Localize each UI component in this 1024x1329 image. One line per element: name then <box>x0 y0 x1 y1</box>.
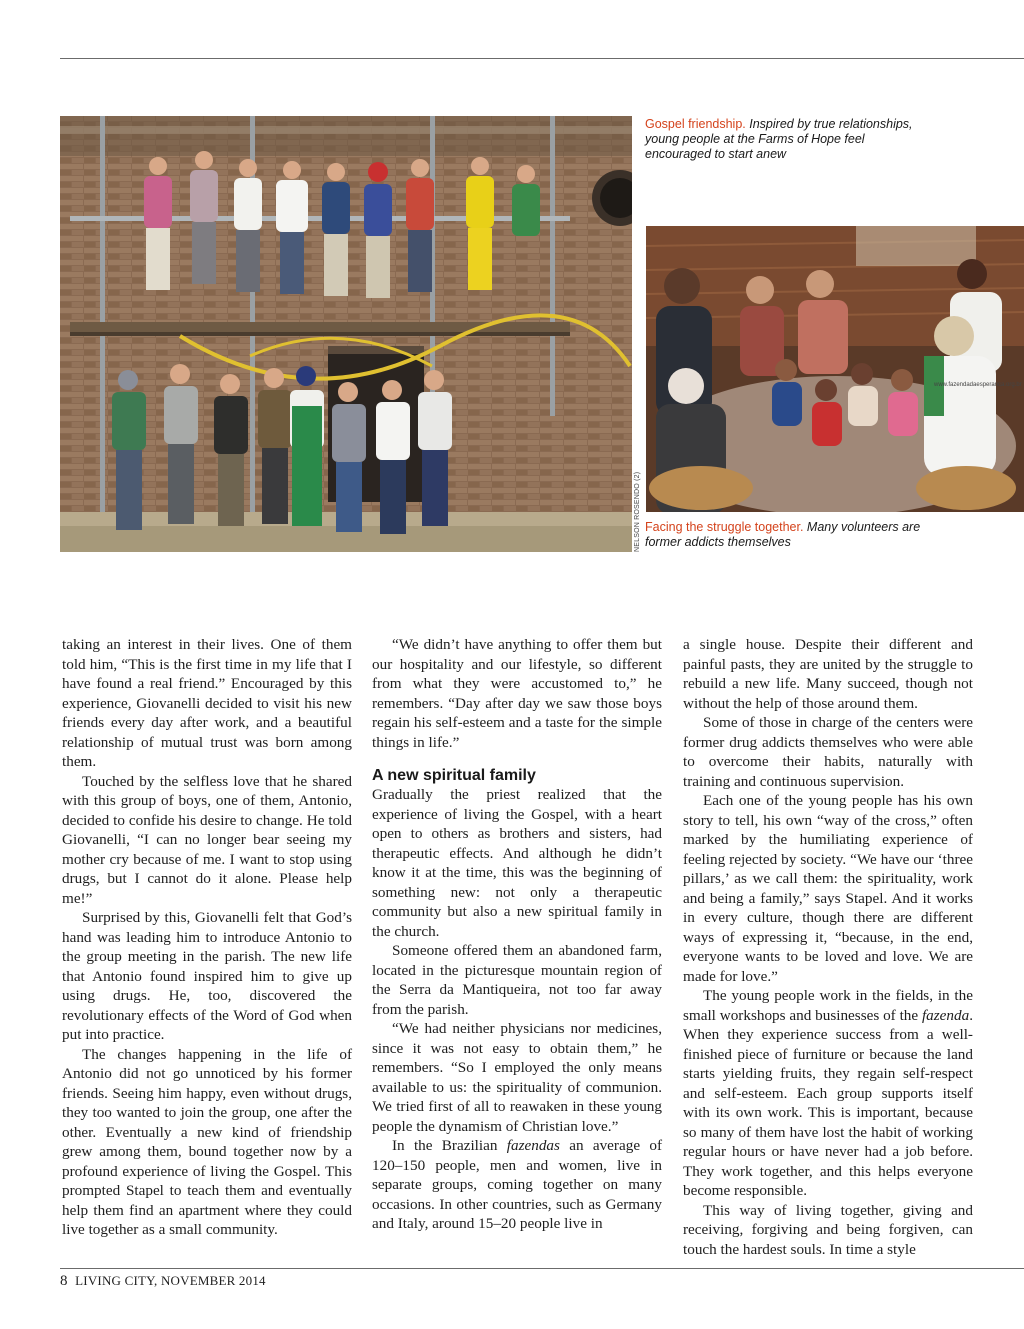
publication-name: LIVING CITY, <box>75 1273 158 1288</box>
paragraph: “We had neither physicians nor medicines, since it was not easy to obtain them,” he remembers. “So I employed the only means available to us: the spirituality of communion. We tried first of all to reawaken in these young people the dynamism of Christian love.” <box>372 1020 662 1135</box>
text-run: The young people work in the fields, in the small workshops and businesses of the <box>683 987 973 1024</box>
italic-term: fazenda <box>921 1006 970 1024</box>
caption-top <box>645 117 920 162</box>
caption-top-lead: Gospel friendship. <box>645 117 746 131</box>
text-run: . When they experience success from a well-finished piece of furniture or because the land starts yielding fruits, they regain self-respect and self-esteem. Each group supports itself with its own work. This is important, because so many of them have lost the habit of working regular hours or have never had a job before. They work together, and this helps everyone become responsible. <box>683 1006 973 1199</box>
shirt-text: www.fazendadaesperanca.org.br <box>934 382 1022 388</box>
paragraph: Each one of the young people has his own story to tell, his own “way of the cross,” often marked by the humiliating experience of feeling rejected by society. “We have our ‘three pillars,’ as we call them: the spirituality, work and being a family,” says Stapel. And it works in every culture, though there are different ways of expressing it, “because, in the end, everyone wants to be loved and love. We are made for love.” <box>683 792 973 985</box>
group-photo-illustration <box>60 116 632 552</box>
paragraph <box>372 1136 662 1234</box>
circle-meeting-illustration <box>646 226 1024 512</box>
top-rule <box>60 58 1024 59</box>
paragraph: a single house. Despite their different and painful pasts, they are united by the struggle to rebuild a new life. Many succeed, though not without the help of those around them. <box>683 636 973 712</box>
page-number: 8 <box>60 1273 68 1289</box>
text-column-3 <box>683 635 973 1259</box>
italic-term: fazendas <box>506 1137 560 1154</box>
paragraph: Gradually the priest realized that the experience of living the Gospel, with a heart open to others as brothers and sisters, had therapeutic effects. And although he didn’t know it at the time, this was the beginning of something new: not only a therapeutic community but also a new spiritual family in the church. <box>372 786 662 940</box>
paragraph: Some of those in charge of the centers were former drug addicts themselves who were able to overcome their habits, naturally with training and continuous supervision. <box>683 714 973 790</box>
group-photo-scaffolding <box>60 116 632 552</box>
paragraph: The changes happening in the life of Antonio did not go unnoticed by his former friends. Seeing him happy, even without drugs, they too wanted to join the group, one after the other. Eventually a new kind of friendship grew among them, bound together now by a profound experience of living the Gospel. This prompted Stapel to teach them and eventually help them find an apartment where they could live together as a small community. <box>62 1045 352 1238</box>
caption-top-body: Inspired by true relationships, young people at the Farms of Hope feel encouraged to start anew <box>645 117 913 161</box>
text-run: an average of 120–150 people, men and women, live in separate groups, coming together on many occasions. In other countries, such as Germany and Italy, around 15–20 people live in <box>372 1137 662 1232</box>
paragraph <box>683 986 973 1201</box>
paragraph: Someone offered them an abandoned farm, located in the picturesque mountain region of the Serra da Mantiqueira, not too far away from the parish. <box>372 942 662 1018</box>
circle-meeting-photo <box>646 226 1024 512</box>
text-column-2 <box>372 635 662 1234</box>
caption-bottom-body: Many volunteers are former addicts themselves <box>645 520 921 549</box>
paragraph: Touched by the selfless love that he shared with this group of boys, one of them, Antonio, decided to confide his desire to change. He told Giovanelli, “I can no longer bear seeing my mother cry because of me. I want to stop using drugs, but I cannot do it alone. Please help me!” <box>62 772 352 907</box>
paragraph: This way of living together, giving and receiving, forgiving and being forgiven, can touch the hardest souls. In time a style <box>683 1201 973 1258</box>
paragraph: “We didn’t have anything to offer them but our hospitality and our lifestyle, so different from what they were accustomed to,” he remembers. “Day after day we saw those boys regain his self-esteem and a taste for the simple things in life.” <box>372 636 662 751</box>
caption-bottom-lead: Facing the struggle together. <box>645 520 804 534</box>
paragraph: Surprised by this, Giovanelli felt that God’s hand was leading him to introduce Antonio to the group meeting in the parish. The new life that Antonio found inspired him to give up using drugs. He, too, discovered the revolutionary effects of the Word of God when put into practice. <box>62 909 352 1043</box>
caption-bottom <box>645 520 945 550</box>
section-heading: A new spiritual family <box>372 767 536 784</box>
bottom-rule <box>60 1268 1024 1269</box>
text-column-1 <box>62 635 352 1240</box>
paragraph: taking an interest in their lives. One of them told him, “This is the first time in my life that I have found a real friend.” Encouraged by this experience, Giovanelli decided to visit his new friends every day after work, and a beautiful relationship of mutual trust was born among them. <box>62 636 352 770</box>
issue-date: NOVEMBER 2014 <box>160 1273 266 1288</box>
page-footer <box>60 1273 266 1290</box>
text-run: In the Brazilian <box>392 1137 507 1154</box>
photo-credit: NELSON ROSENDO (2) <box>634 471 641 552</box>
